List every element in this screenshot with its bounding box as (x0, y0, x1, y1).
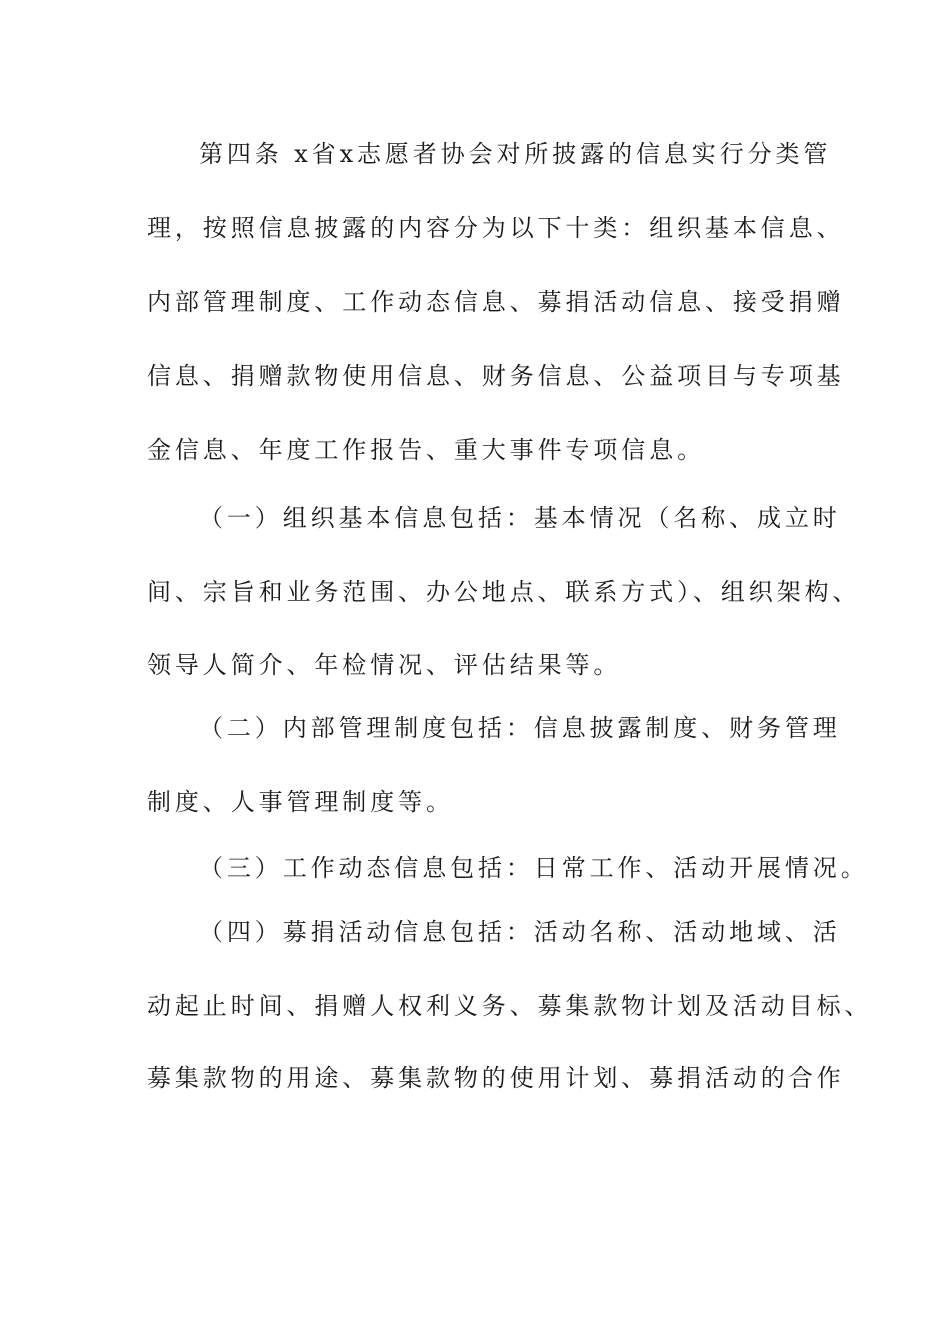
paragraph-article-4-line-4: 信息、捐赠款物使用信息、财务信息、公益项目与专项基 (147, 362, 845, 390)
paragraph-item-2-line-1: （二）内部管理制度包括：信息披露制度、财务管理 (199, 714, 841, 742)
paragraph-item-4-line-3: 募集款物的用途、募集款物的使用计划、募捐活动的合作 (147, 1064, 845, 1092)
paragraph-article-4-line-5: 金信息、年度工作报告、重大事件专项信息。 (147, 436, 705, 464)
paragraph-item-2-line-2: 制度、人事管理制度等。 (147, 788, 454, 816)
paragraph-item-1-line-3: 领导人简介、年检情况、评估结果等。 (147, 651, 622, 679)
paragraph-article-4-line-3: 内部管理制度、工作动态信息、募捐活动信息、接受捐赠 (147, 288, 845, 316)
paragraph-item-1-line-1: （一）组织基本信息包括：基本情况（名称、成立时 (199, 504, 841, 532)
paragraph-item-3-line-1: （三）工作动态信息包括：日常工作、活动开展情况。 (199, 854, 869, 882)
paragraph-article-4-line-1: 第四条 x省x志愿者协会对所披露的信息实行分类管 (199, 140, 832, 168)
paragraph-item-4-line-1: （四）募捐活动信息包括：活动名称、活动地域、活 (199, 918, 841, 946)
paragraph-item-4-line-2: 动起止时间、捐赠人权利义务、募集款物计划及活动目标、 (147, 992, 873, 1020)
paragraph-article-4-line-2: 理，按照信息披露的内容分为以下十类：组织基本信息、 (147, 214, 845, 242)
paragraph-item-1-line-2: 间、宗旨和业务范围、办公地点、联系方式）、组织架构、 (147, 578, 861, 606)
